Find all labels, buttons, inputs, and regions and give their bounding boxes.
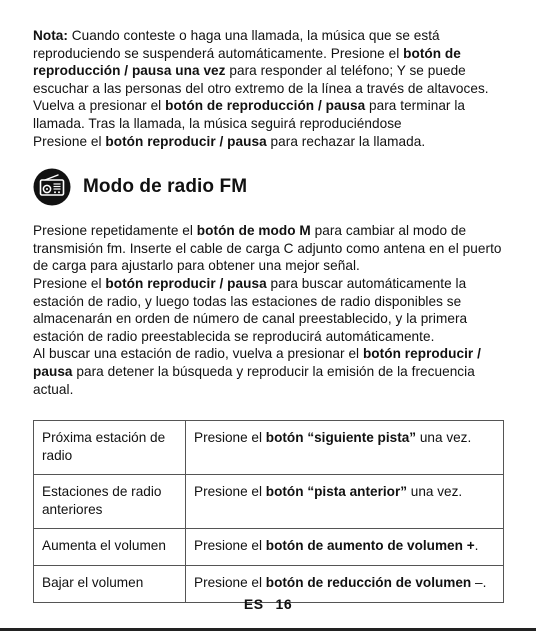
table-cell-label: Próxima estación de radio bbox=[34, 421, 186, 475]
note-text-4: Presione el bbox=[33, 133, 106, 149]
fm-bold-2: botón reproducir / pausa bbox=[105, 275, 267, 291]
table-cell-action bbox=[186, 475, 504, 529]
fm-text-1: Presione repetidamente el bbox=[33, 223, 197, 239]
table-row bbox=[34, 421, 504, 475]
fm-paragraph bbox=[33, 222, 511, 398]
table-cell-label: Estaciones de radio anteriores bbox=[34, 475, 186, 529]
action-bold: botón “pista anterior” bbox=[265, 484, 408, 500]
action-post: una vez. bbox=[407, 484, 463, 500]
action-post: una vez. bbox=[416, 430, 472, 446]
note-paragraph bbox=[33, 27, 511, 150]
table-cell-label: Aumenta el volumen bbox=[34, 529, 186, 566]
note-bold-2: botón de reproducción / pausa bbox=[165, 98, 366, 114]
note-label: Nota: bbox=[33, 28, 68, 43]
fm-text-6: para detener la búsqueda y reproducir la emisión de la frecuencia actual. bbox=[33, 363, 475, 397]
language-code: ES bbox=[243, 596, 264, 612]
controls-table bbox=[33, 420, 504, 603]
table-row bbox=[34, 475, 504, 529]
action-bold: botón de reducción de volumen bbox=[265, 575, 472, 591]
action-bold: botón “siguiente pista” bbox=[265, 430, 417, 446]
note-text-3: para terminar la llamada. Tras la llamada, la música seguirá reproduciéndose bbox=[33, 98, 466, 131]
action-pre: Presione el bbox=[194, 575, 266, 591]
page-footer bbox=[0, 596, 536, 612]
table-cell-label: Bajar el volumen bbox=[34, 566, 186, 603]
table-row bbox=[34, 529, 504, 566]
fm-bold-3: botón reproducir / pausa bbox=[33, 346, 481, 379]
page-number: 16 bbox=[275, 596, 293, 612]
note-text-5: para rechazar la llamada. bbox=[266, 133, 426, 149]
action-pre: Presione el bbox=[194, 538, 266, 554]
fm-text-2: para cambiar al modo de transmisión fm. Inserte el cable de carga C adjunto como antena en el puerto de carga para ajustarlo para obtener una mejor señal. bbox=[33, 223, 502, 274]
note-bold-3: botón reproducir / pausa bbox=[105, 133, 267, 149]
fm-text-4: para buscar automáticamente la estación de radio, y luego todas las estaciones de radio disponibles se almacenarán en orden de número de canal preestablecido, y la primera estación de radio preestablecida se reproducirá automáticamente. bbox=[33, 275, 468, 344]
section-title: Modo de radio FM bbox=[83, 176, 248, 198]
note-text-1: Cuando conteste o haga una llamada, la música que se está reproduciendo se suspenderá automáticamente. Presione el bbox=[33, 28, 440, 61]
action-pre: Presione el bbox=[194, 430, 266, 446]
section-heading bbox=[33, 166, 511, 208]
radio-icon bbox=[33, 168, 71, 206]
note-bold-1: botón de reproducción / pausa una vez bbox=[33, 45, 461, 79]
action-pre: Presione el bbox=[194, 484, 266, 500]
table-cell-action bbox=[186, 421, 504, 475]
fm-bold-1: botón de modo M bbox=[196, 223, 311, 239]
action-bold: botón de aumento de volumen + bbox=[265, 538, 475, 554]
action-post: –. bbox=[471, 575, 487, 591]
fm-text-3: Presione el bbox=[33, 275, 106, 291]
table-cell-action bbox=[186, 529, 504, 566]
fm-text-5: Al buscar una estación de radio, vuelva a presionar el bbox=[33, 346, 363, 362]
manual-page bbox=[33, 27, 511, 603]
action-post: . bbox=[474, 538, 479, 554]
note-text-2: para responder al teléfono; Y se puede escuchar a las personas del otro extremo de la línea a través de altavoces. Vuelva a presionar el bbox=[33, 63, 489, 114]
